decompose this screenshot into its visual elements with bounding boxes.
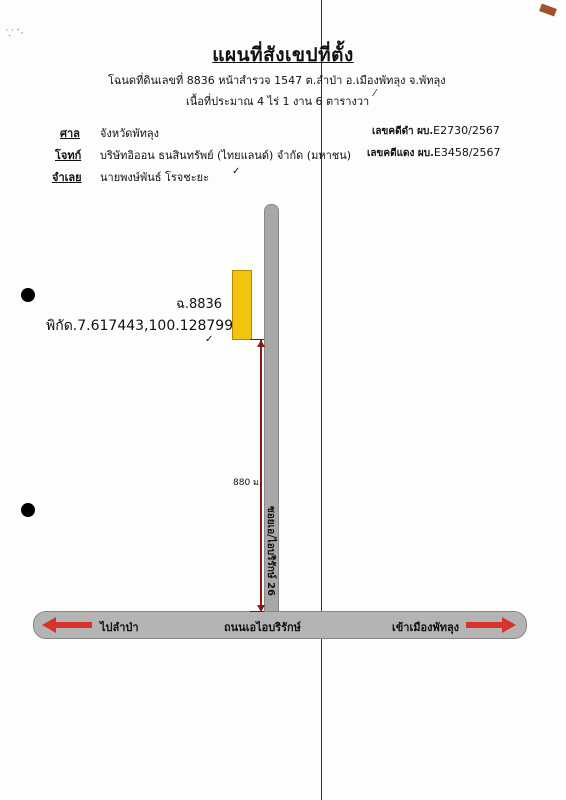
- scan-corner: [539, 4, 557, 17]
- direction-right-label: เข้าเมืองพัทลุง: [392, 621, 460, 634]
- black-case-number: [372, 124, 500, 139]
- court-value: จังหวัดพัทลุง: [100, 127, 160, 140]
- page-title: แผนที่สังเขปที่ตั้ง: [212, 44, 354, 66]
- right-arrow-icon: [466, 617, 516, 637]
- coordinates-label: พิกัด.7.617443,100.128799: [46, 318, 234, 334]
- area-info-line: เนื้อที่ประมาณ 4 ไร่ 1 งาน 6 ตารางวา: [186, 95, 370, 108]
- direction-left-label: ไปลำป่า: [100, 621, 139, 634]
- main-road-label: ถนนเอไอบริรักษ์: [224, 621, 301, 634]
- defendant-value: นายพงษ์พันธ์ โรจชะยะ: [100, 171, 209, 184]
- scan-line: [321, 0, 322, 800]
- defendant-label: จำเลย: [52, 171, 82, 184]
- distance-label: 880 ม.: [233, 478, 262, 488]
- red-case-number: [367, 146, 501, 161]
- black-case-value: E2730/2567: [433, 124, 500, 137]
- punch-hole-bottom: [21, 503, 35, 517]
- punch-hole-top: [21, 288, 35, 302]
- left-arrow-icon: [42, 617, 92, 637]
- distance-arrow-down: [257, 605, 265, 612]
- black-case-label: เลขคดีดำ ผบ.: [372, 126, 434, 137]
- check-mark-icon: ✓: [232, 166, 241, 177]
- land-parcel: [232, 270, 252, 340]
- check-mark-icon: ⁄: [374, 88, 376, 99]
- red-case-value: E3458/2567: [433, 146, 501, 159]
- scan-speck: ⸪ ˋ·: [6, 29, 24, 39]
- red-case-label: เลขคดีแดง ผบ.: [367, 148, 434, 159]
- court-label: ศาล: [60, 127, 80, 140]
- plaintiff-value: บริษัทอิออน ธนสินทรัพย์ (ไทยแลนด์) จำกัด (มหาชน): [100, 149, 352, 162]
- check-mark-icon: ✓: [205, 334, 214, 345]
- plaintiff-label: โจทก์: [55, 149, 82, 162]
- side-road-label: ซอยเอ/ไอบริรักษ์ 26: [265, 506, 276, 596]
- deed-label: ฉ.8836: [176, 297, 223, 312]
- deed-info-line: โฉนดที่ดินเลขที่ 8836 หน้าสำรวจ 1547 ต.ลำป่า อ.เมืองพัทลุง จ.พัทลุง: [108, 74, 446, 87]
- distance-arrow-up: [257, 340, 265, 347]
